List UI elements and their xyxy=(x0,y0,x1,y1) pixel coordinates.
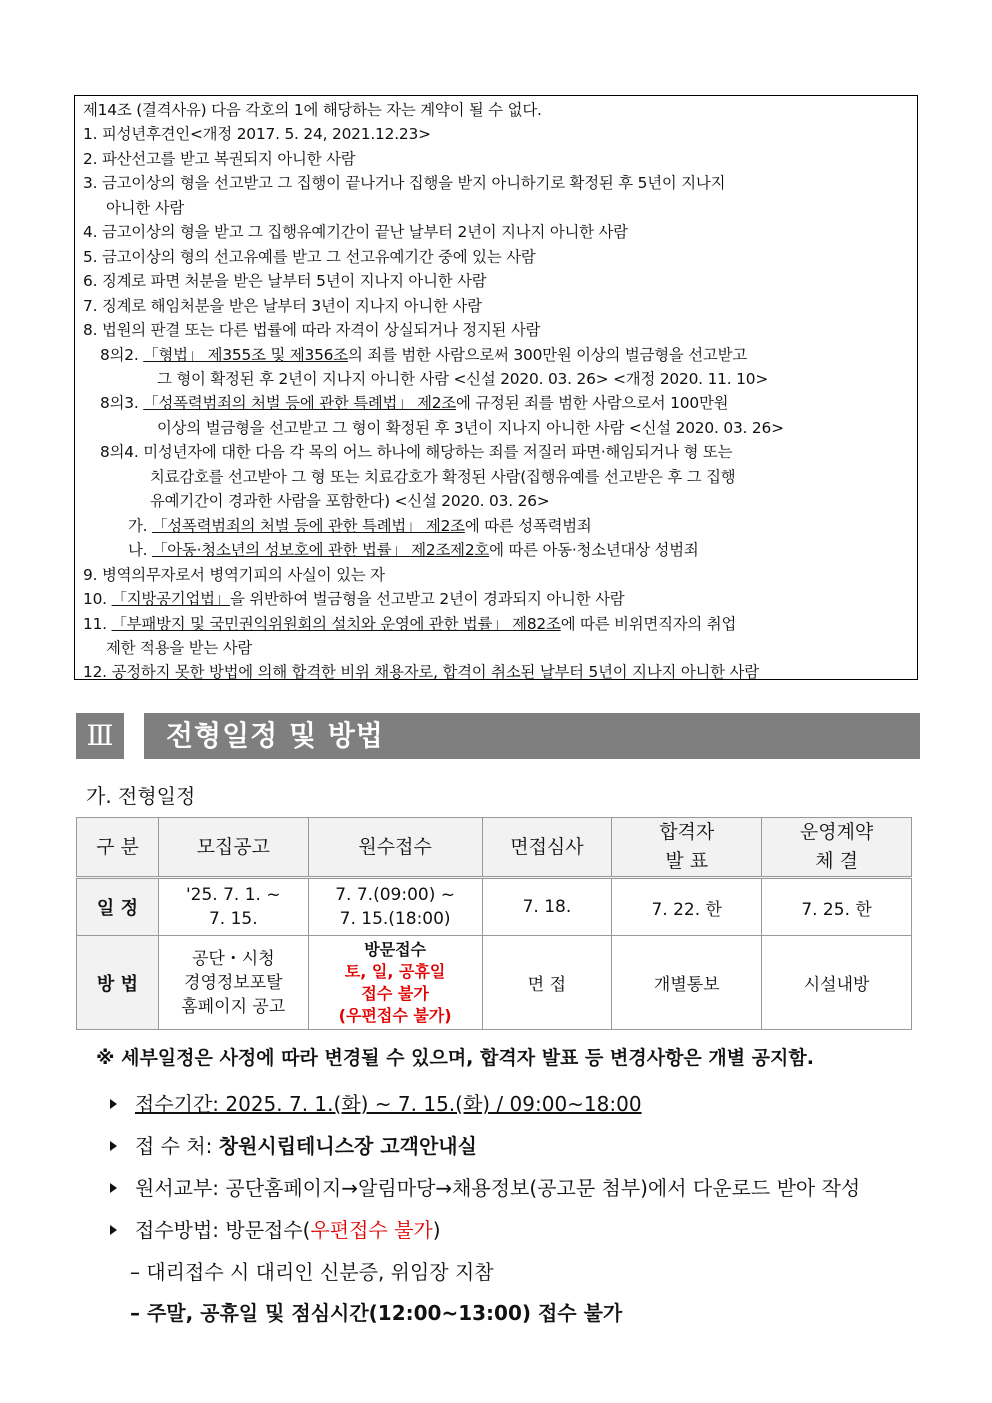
item-8-2-text: 의 죄를 범한 사람으로써 300만원 이상의 벌금형을 선고받고 xyxy=(347,345,747,364)
item-10-text: 을 위반하여 벌금형을 선고받고 2년이 경과되지 아니한 사람 xyxy=(229,590,625,609)
header-announcement-l2: 발 표 xyxy=(665,850,709,872)
item-10-law: 「지방공기업법」 xyxy=(111,590,230,609)
item-8-4-ga xyxy=(83,514,909,538)
item-ga-law: 「성폭력범죄의 처벌 등에 관한 특례법」 제2조 xyxy=(152,516,465,535)
item-8-3-prefix: 8의3. xyxy=(100,394,144,413)
cell-application-method xyxy=(308,936,482,1030)
row-label-schedule: 일 정 xyxy=(77,878,159,936)
header-contract-l2: 체 결 xyxy=(815,850,858,872)
item-11-law: 「부패방지 및 국민권익위원회의 설치와 운영에 관한 법률」 제82조 xyxy=(111,614,561,633)
item-8-4-na xyxy=(83,538,909,562)
triangle-bullet-icon xyxy=(110,1141,117,1151)
table-row xyxy=(77,936,912,1030)
disqualification-box xyxy=(74,95,918,680)
triangle-bullet-icon xyxy=(110,1183,117,1193)
header-announcement xyxy=(612,818,762,878)
item-8-3 xyxy=(83,391,909,415)
cell-application-date xyxy=(308,878,482,936)
header-contract xyxy=(762,818,912,878)
cell-application-method-l1: 방문접수 xyxy=(364,939,427,959)
item-10 xyxy=(83,587,909,611)
cell-interview-date: 7. 18. xyxy=(482,878,612,936)
item-11-cont: 제한 적용을 받는 사람 xyxy=(106,638,253,657)
triangle-bullet-icon xyxy=(110,1225,117,1235)
bullet-place xyxy=(110,1130,477,1159)
item-3-cont: 아니한 사람 xyxy=(106,198,185,217)
item-na-text: 에 따른 아동·청소년대상 성범죄 xyxy=(489,541,699,560)
forms-text: 원서교부: 공단홈페이지→알림마당→채용정보(공고문 첨부)에서 다운로드 받아 작성 xyxy=(135,1176,861,1200)
bullet-forms xyxy=(110,1172,860,1201)
cell-application-method-l2: 토, 일, 공휴일 xyxy=(344,961,446,981)
schedule-note: ※ 세부일정은 사정에 따라 변경될 수 있으며, 합격자 발표 등 변경사항은 개별 공지함. xyxy=(96,1047,814,1069)
item-na-law: 「아동·청소년의 성보호에 관한 법률」 제2조제2호 xyxy=(152,541,490,560)
method-label: 접수방법: 방문접수( xyxy=(135,1218,311,1242)
dash-proxy: – 대리접수 시 대리인 신분증, 위임장 지참 xyxy=(130,1260,494,1284)
bullet-period xyxy=(110,1088,642,1117)
item-8-2-cont: 그 형이 확정된 후 2년이 지나지 아니한 사람 <신설 2020. 03. 26> <개정 2020. 11. 10> xyxy=(157,369,769,388)
item-ga-text: 에 따른 성폭력범죄 xyxy=(464,516,592,535)
item-8-3-law: 「성폭력범죄의 처벌 등에 관한 특례법」 제2조 xyxy=(143,394,457,413)
bullet-method xyxy=(110,1214,441,1243)
item-1: 1. 피성년후견인<개정 2017. 5. 24, 2021.12.23> xyxy=(83,125,431,144)
item-8-2-law: 「형법」 제355조 및 제356조 xyxy=(143,345,348,364)
cell-notice-date-l2: 7. 15. xyxy=(208,909,258,929)
cell-interview-method: 면 접 xyxy=(482,936,612,1030)
method-red: 우편접수 불가 xyxy=(310,1218,433,1242)
item-8-4: 8의4. 미성년자에 대한 다음 각 목의 어느 하나에 해당하는 죄를 저질러 파면·해임되거나 형 또는 xyxy=(100,443,733,462)
item-8-3-cont: 이상의 벌금형을 선고받고 그 형이 확정된 후 3년이 지나지 아니한 사람 <신설 2020. 03. 26> xyxy=(157,418,784,437)
row-label-method: 방 법 xyxy=(77,936,159,1030)
item-8-2 xyxy=(83,343,909,367)
cell-notice-method xyxy=(158,936,308,1030)
header-contract-l1: 운영계약 xyxy=(799,821,874,843)
cell-application-method-l3: 접수 불가 xyxy=(361,983,429,1003)
place-value: 창원시립테니스장 고객안내실 xyxy=(218,1134,477,1158)
item-8-4-cont2: 유예기간이 경과한 사람을 포함한다) <신설 2020. 03. 26> xyxy=(150,492,550,511)
table-header-row xyxy=(77,818,912,878)
item-5: 5. 금고이상의 형의 선고유예를 받고 그 선고유예기간 중에 있는 사람 xyxy=(83,247,536,266)
cell-contract-method: 시설내방 xyxy=(762,936,912,1030)
header-category: 구 분 xyxy=(77,818,159,878)
section-title: 전형일정 및 방법 xyxy=(144,713,920,759)
item-8-2-prefix: 8의2. xyxy=(100,345,144,364)
item-8-3-text: 에 규정된 죄를 범한 사람으로서 100만원 xyxy=(456,394,729,413)
header-announcement-l1: 합격자 xyxy=(659,821,715,843)
item-12: 12. 공정하지 못한 방법에 의해 합격한 비위 채용자로, 합격이 취소된 날부터 5년이 지나지 아니한 사람 xyxy=(83,663,759,682)
cell-application-method-l4: (우편접수 불가) xyxy=(338,1005,452,1025)
item-10-prefix: 10. xyxy=(83,590,112,609)
item-3: 3. 금고이상의 형을 선고받고 그 집행이 끝나거나 집행을 받지 아니하기로 확정된 후 5년이 지나지 xyxy=(83,174,726,193)
period-text: 접수기간: 2025. 7. 1.(화) ~ 7. 15.(화) / 09:00~18:00 xyxy=(135,1092,642,1116)
cell-notice-method-l2: 경영정보포탈 xyxy=(184,972,283,993)
item-11-text: 에 따른 비위면직자의 취업 xyxy=(560,614,737,633)
item-ga-prefix: 가. xyxy=(128,516,153,535)
item-7: 7. 징계로 해임처분을 받은 날부터 3년이 지나지 아니한 사람 xyxy=(83,296,482,315)
item-11 xyxy=(83,612,909,636)
item-na-prefix: 나. xyxy=(128,541,153,560)
cell-notice-method-l3: 홈페이지 공고 xyxy=(181,996,286,1017)
cell-notice-method-l1: 공단・시청 xyxy=(191,948,275,969)
cell-contract-date: 7. 25. 한 xyxy=(762,878,912,936)
header-notice: 모집공고 xyxy=(158,818,308,878)
item-9: 9. 병역의무자로서 병역기피의 사실이 있는 자 xyxy=(83,565,385,584)
place-label: 접 수 처: xyxy=(135,1134,219,1158)
item-8-4-cont1: 치료감호를 선고받아 그 형 또는 치료감호가 확정된 사람(집행유예를 선고받은 후 그 집행 xyxy=(150,467,736,486)
schedule-table xyxy=(76,817,912,1030)
item-4: 4. 금고이상의 형을 받고 그 집행유예기간이 끝난 날부터 2년이 지나지 아니한 사람 xyxy=(83,223,628,242)
triangle-bullet-icon xyxy=(110,1099,117,1109)
section-number: Ⅲ xyxy=(76,713,124,759)
method-close: ) xyxy=(432,1218,441,1242)
cell-notice-date-l1: '25. 7. 1. ~ xyxy=(185,885,281,905)
item-11-prefix: 11. xyxy=(83,614,112,633)
table-row xyxy=(77,878,912,936)
cell-application-date-l2: 7. 15.(18:00) xyxy=(339,909,451,929)
dash-closed: – 주말, 공휴일 및 점심시간(12:00~13:00) 접수 불가 xyxy=(130,1301,623,1325)
cell-notice-date xyxy=(158,878,308,936)
header-application: 원수접수 xyxy=(308,818,482,878)
item-6: 6. 징계로 파면 처분을 받은 날부터 5년이 지나지 아니한 사람 xyxy=(83,272,487,291)
item-8: 8. 법원의 판결 또는 다른 법률에 따라 자격이 상실되거나 정지된 사람 xyxy=(83,321,541,340)
cell-application-date-l1: 7. 7.(09:00) ~ xyxy=(335,885,455,905)
cell-announcement-method: 개별통보 xyxy=(612,936,762,1030)
item-2: 2. 파산선고를 받고 복권되지 아니한 사람 xyxy=(83,149,356,168)
cell-announcement-date: 7. 22. 한 xyxy=(612,878,762,936)
header-interview: 면접심사 xyxy=(482,818,612,878)
article-header: 제14조 (결격사유) 다음 각호의 1에 해당하는 자는 계약이 될 수 없다. xyxy=(83,101,542,119)
subheading: 가. 전형일정 xyxy=(86,784,196,808)
